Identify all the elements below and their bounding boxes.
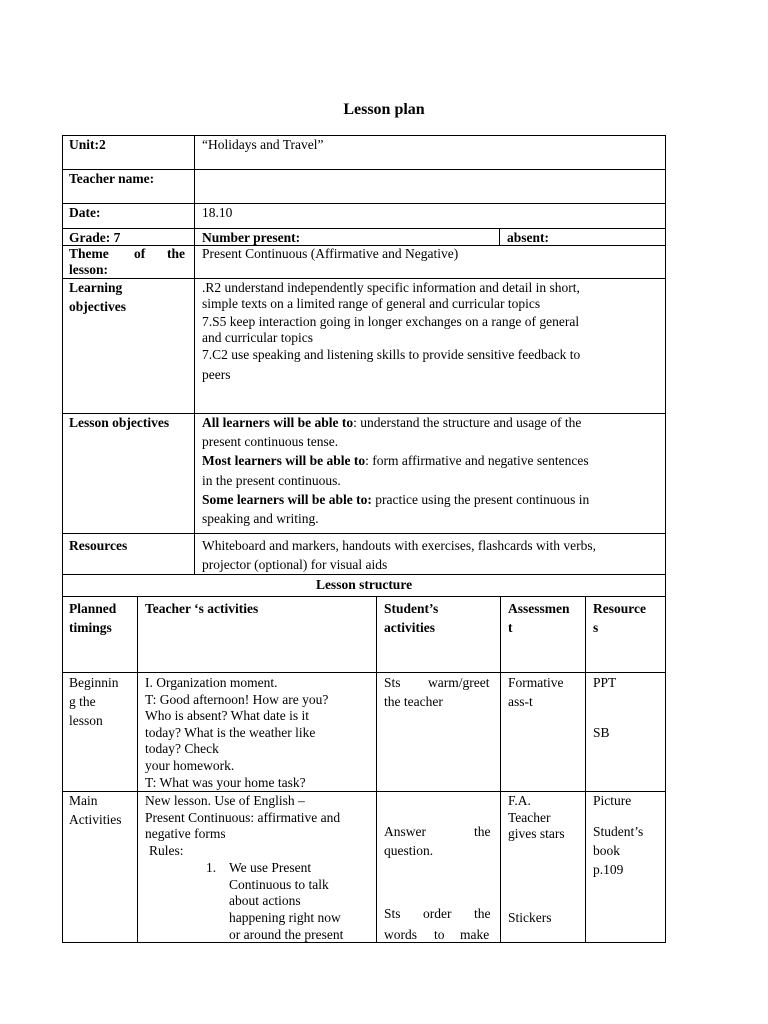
assessment-text: F.A.	[508, 793, 531, 808]
teacher-name-label: Teacher name:	[69, 171, 155, 186]
assessment-text: Teacher	[508, 810, 551, 825]
teacher-activity-line: T: What was your home task?	[145, 775, 306, 790]
objective-text: : understand the structure and usage of the	[353, 415, 582, 430]
objective-level: All learners will be able to	[202, 415, 354, 430]
theme-label-word: Theme	[69, 246, 109, 261]
objective-level: Most learners will be able to	[202, 453, 366, 468]
header-timings: Planned	[69, 601, 117, 616]
timing-text: lesson	[69, 713, 103, 728]
theme-label-word: of	[134, 246, 146, 261]
timing-text: Beginnin	[69, 675, 119, 690]
lesson-objective-most-cont: in the present continuous.	[202, 473, 341, 488]
student-activity-line: question.	[384, 843, 434, 858]
absent-label: absent:	[507, 230, 550, 245]
student-activity-word: warm/greet	[428, 675, 490, 690]
page-title: Lesson plan	[343, 101, 425, 118]
lesson-objective-all	[202, 414, 581, 431]
timing-text: Main	[69, 793, 98, 808]
objective-text: practice using the present continuous in	[371, 492, 590, 507]
timing-text: g the	[69, 694, 96, 709]
lesson-objective-all-cont: present continuous tense.	[202, 434, 339, 449]
rule-line: or around the present	[229, 927, 344, 942]
assessment-text: Formative	[508, 675, 564, 690]
learning-objective-line: 7.S5 keep interaction going in longer exchanges on a range of general	[202, 314, 580, 329]
header-assessment: Assessmen	[508, 601, 570, 616]
lesson-objectives-label: Lesson objectives	[69, 415, 170, 430]
timing-text: Activities	[69, 812, 122, 827]
rule-line: We use Present	[229, 860, 312, 875]
rules-label: Rules:	[149, 843, 184, 858]
assessment-text: ass-t	[508, 694, 533, 709]
student-activity-line: the teacher	[384, 694, 443, 709]
header-resources: s	[593, 620, 599, 635]
rule-line: Continuous to talk	[229, 877, 329, 892]
unit-label: Unit:2	[69, 137, 106, 152]
rule-line: happening right now	[229, 910, 341, 925]
student-activity-word: Sts	[384, 906, 401, 921]
learning-objectives-label: Learning	[69, 280, 123, 295]
resources-label: Resources	[69, 538, 128, 553]
unit-value: “Holidays and Travel”	[202, 137, 324, 152]
learning-objective-line: .R2 understand independently specific information and detail in short,	[202, 280, 580, 295]
theme-label-word: lesson:	[69, 264, 109, 276]
objective-text: : form affirmative and negative sentences	[365, 453, 589, 468]
learning-objective-line: 7.C2 use speaking and listening skills to provide sensitive feedback to	[202, 347, 581, 362]
objective-level: Some learners will be able to:	[202, 492, 372, 507]
resource-text: SB	[593, 725, 610, 740]
resource-text: p.109	[593, 862, 624, 877]
resource-text: Student’s	[593, 824, 644, 839]
resource-text: PPT	[593, 675, 617, 690]
rule-line: about actions	[229, 893, 301, 908]
lesson-objective-some	[202, 491, 589, 508]
student-activity-word: order	[423, 906, 452, 921]
teacher-activity-line: Present Continuous: affirmative and	[145, 810, 341, 825]
lesson-objective-some-cont: speaking and writing.	[202, 511, 319, 526]
teacher-activity-line: today? What is the weather like	[145, 725, 316, 740]
teacher-activity-line: negative forms	[145, 826, 226, 841]
lesson-objective-most	[202, 452, 589, 469]
teacher-activity-line: T: Good afternoon! How are you?	[145, 692, 329, 707]
learning-objectives-label: objectives	[69, 299, 126, 314]
header-timings: timings	[69, 620, 112, 635]
learning-objective-line: peers	[202, 367, 231, 382]
student-activity-word: Sts	[384, 675, 401, 690]
teacher-activity-line: your homework.	[145, 758, 235, 773]
teacher-activity-line: New lesson. Use of English –	[145, 793, 305, 808]
header-student-activities: activities	[384, 620, 435, 635]
theme-value: Present Continuous (Affirmative and Negative)	[202, 246, 459, 261]
learning-objective-line: simple texts on a limited range of general and curricular topics	[202, 296, 541, 311]
assessment-text: Stickers	[508, 910, 552, 925]
assessment-text: gives stars	[508, 826, 565, 841]
date-value: 18.10	[202, 205, 233, 220]
student-activity-word: make	[460, 927, 490, 942]
date-label: Date:	[69, 205, 101, 220]
resource-text: Picture	[593, 793, 632, 808]
grade-label: Grade: 7	[69, 230, 121, 245]
student-activity-word: the	[474, 906, 491, 921]
resource-text: book	[593, 843, 620, 858]
header-assessment: t	[508, 620, 513, 635]
resources-line: Whiteboard and markers, handouts with exercises, flashcards with verbs,	[202, 538, 597, 553]
student-activity-word: words	[384, 927, 417, 942]
header-resources: Resource	[593, 601, 646, 616]
header-teacher-activities: Teacher ‘s activities	[145, 601, 259, 616]
teacher-activity-line: Who is absent? What date is it	[145, 708, 309, 723]
student-activity-word: Answer	[384, 824, 426, 839]
resources-line: projector (optional) for visual aids	[202, 557, 388, 572]
number-present-label: Number present:	[202, 230, 301, 245]
student-activity-word: the	[474, 824, 491, 839]
teacher-activity-line: today? Check	[145, 741, 219, 756]
header-student-activities: Student’s	[384, 601, 439, 616]
rule-number: 1.	[206, 860, 217, 875]
learning-objective-line: and curricular topics	[202, 330, 313, 345]
student-activity-word: to	[434, 927, 445, 942]
lesson-structure-title: Lesson structure	[315, 577, 413, 592]
teacher-activity-line: I. Organization moment.	[145, 675, 278, 690]
theme-label-word: the	[167, 246, 185, 261]
